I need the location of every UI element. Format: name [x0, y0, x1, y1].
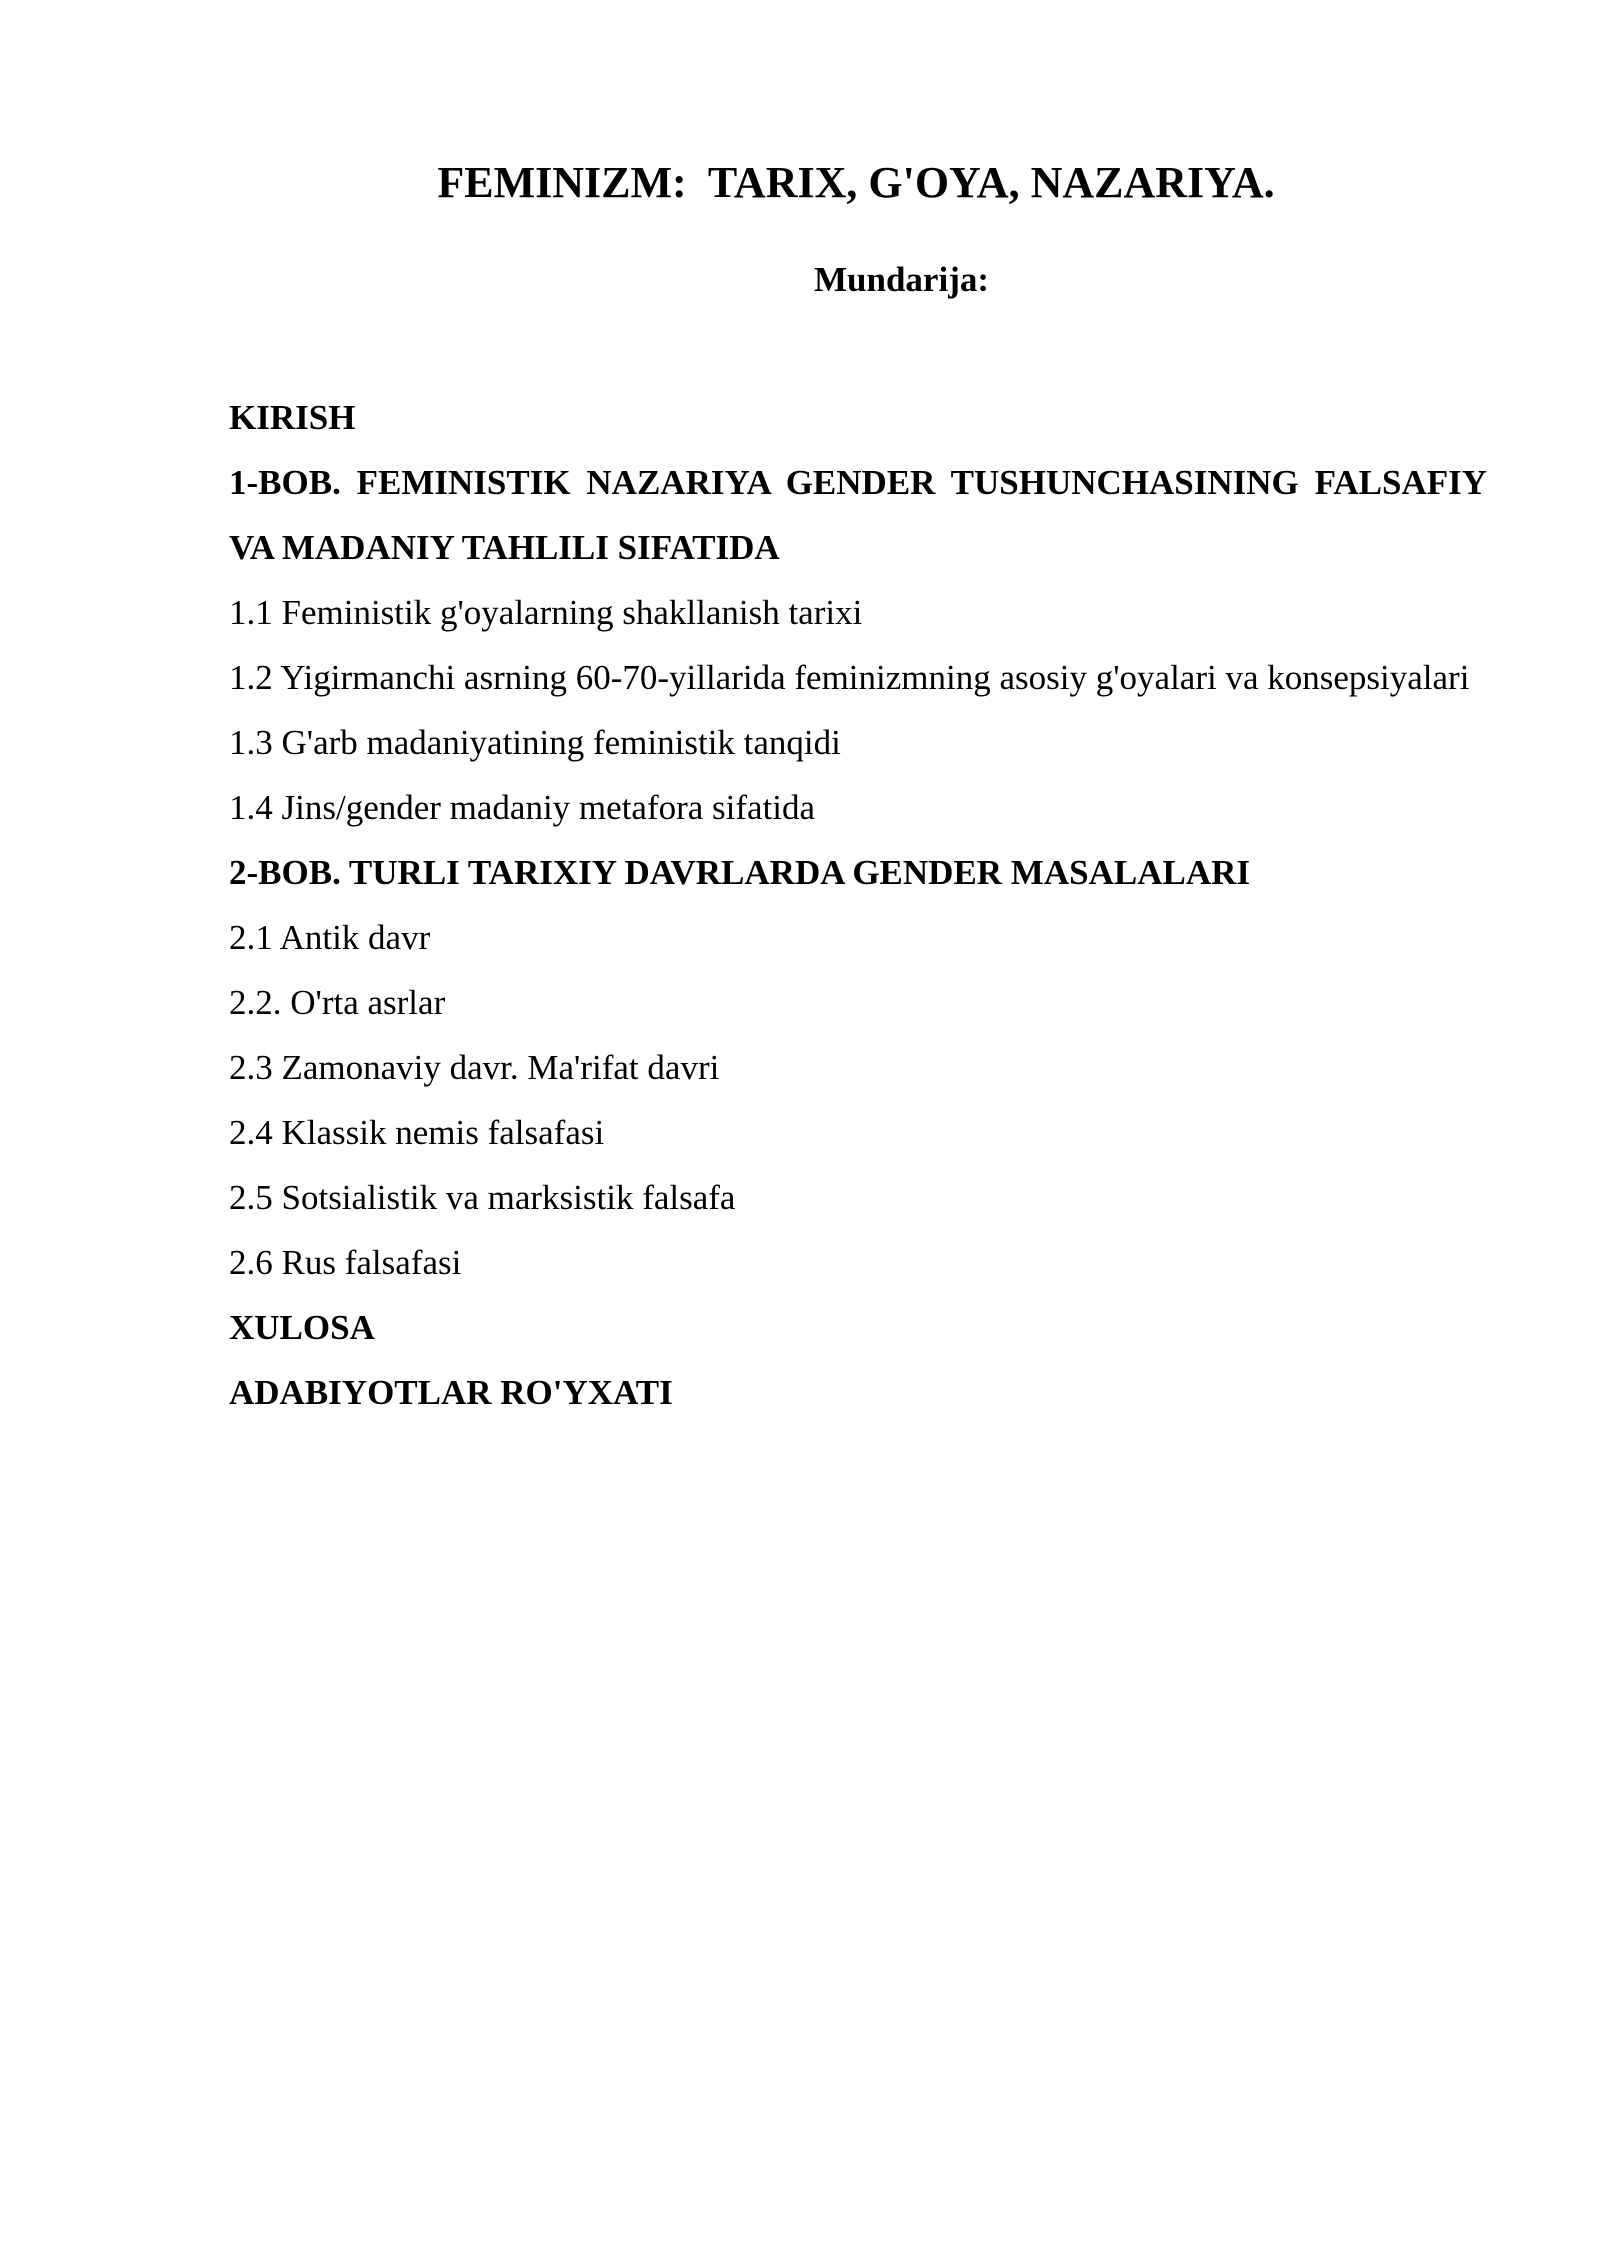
toc-item-2-5: 2.5 Sotsialistik va marksistik falsafa [229, 1178, 736, 1217]
toc-item-2-1: 2.1 Antik davr [229, 918, 431, 957]
toc-heading: Mundarija: [814, 260, 989, 299]
toc-item-2-3: 2.3 Zamonaviy davr. Ma'rifat davri [229, 1048, 720, 1087]
toc-item-1-2: 1.2 Yigirmanchi asrning 60-70-yillarida feminizmning asosiy g'oyalari va konsepsiyalari [229, 658, 1470, 697]
toc-item-1-3: 1.3 G'arb madaniyatining feministik tanqidi [229, 723, 841, 762]
document-title: FEMINIZM: TARIX, G'OYA, NAZARIYA. [437, 158, 1275, 207]
toc-item-1-1: 1.1 Feministik g'oyalarning shakllanish tarixi [229, 593, 863, 632]
toc-item-references: ADABIYOTLAR RO'YXATI [229, 1373, 673, 1412]
toc-item-xulosa: XULOSA [229, 1308, 375, 1347]
toc-item-chapter-2: 2-BOB. TURLI TARIXIY DAVRLARDA GENDER MASALALARI [229, 853, 1250, 892]
toc-item-2-6: 2.6 Rus falsafasi [229, 1243, 462, 1282]
table-of-contents [229, 385, 1487, 1425]
toc-item-2-2: 2.2. O'rta asrlar [229, 983, 446, 1022]
toc-item-1-4: 1.4 Jins/gender madaniy metafora sifatida [229, 788, 816, 827]
toc-item-chapter-1: 1-BOB. FEMINISTIK NAZARIYA GENDER TUSHUNCHASINING FALSAFIY VA MADANIY TAHLILI SIFATIDA [229, 463, 1487, 567]
toc-item-2-4: 2.4 Klassik nemis falsafasi [229, 1113, 605, 1152]
toc-item-kirish: KIRISH [229, 398, 356, 437]
